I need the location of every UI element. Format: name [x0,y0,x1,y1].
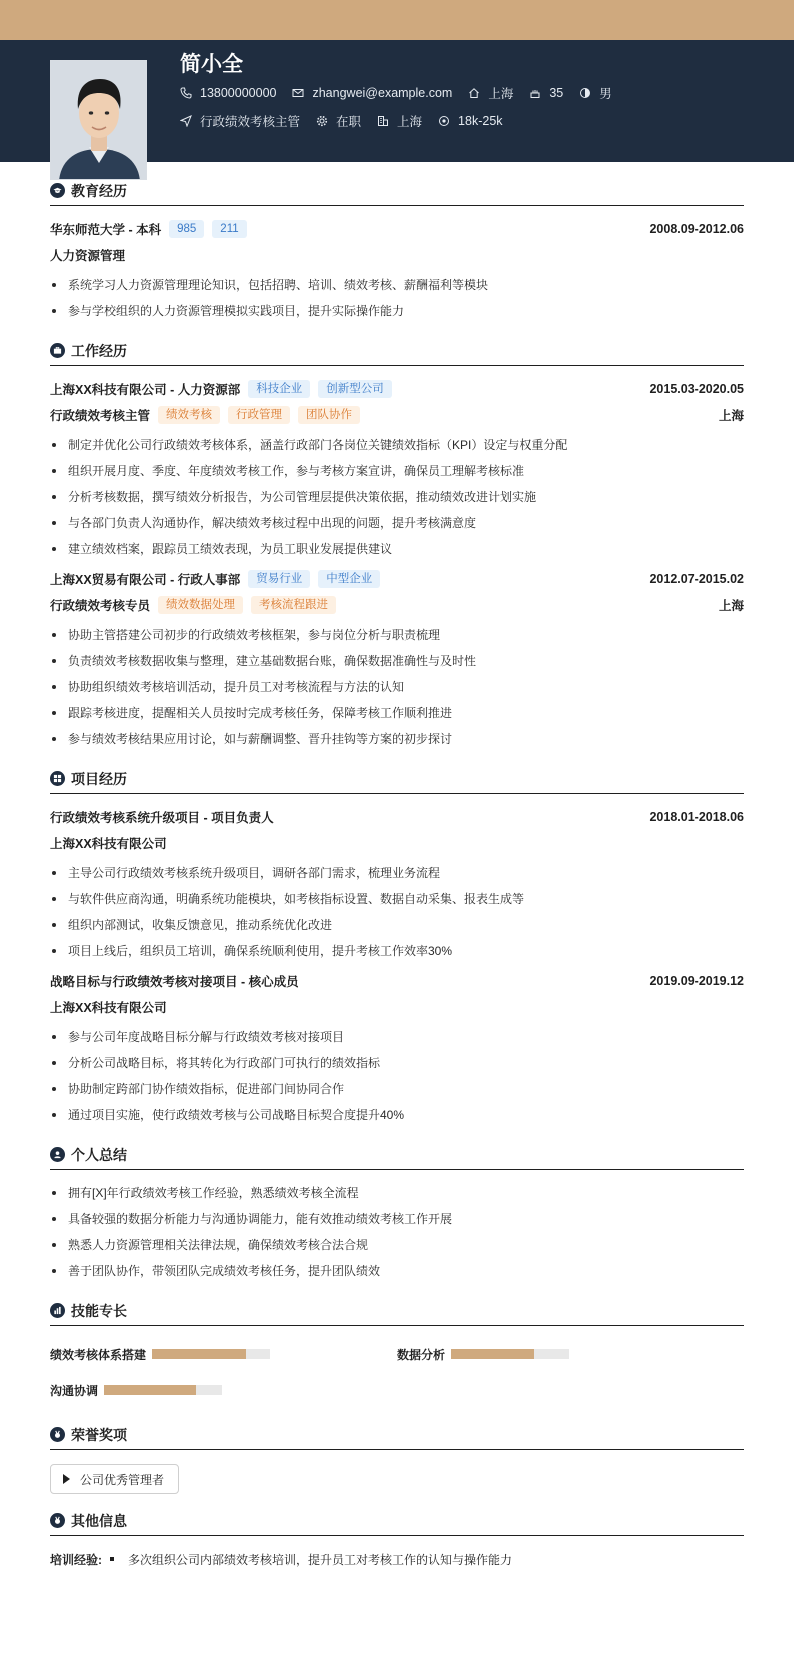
profile-header [0,40,794,162]
briefcase-icon [50,343,65,358]
email-text: zhangwei@example.com [312,86,453,100]
list-item: 具备较强的数据分析能力与沟通协调能力，能有效推动绩效考核工作开展 [50,1206,744,1232]
age-info [529,86,563,100]
bullet-square [110,1557,114,1561]
project-name: 行政绩效考核系统升级项目 - 项目负责人 [50,811,274,825]
position-name: 行政绩效考核主管 [50,409,151,423]
email-info [292,86,452,100]
section-title: 其他信息 [71,1512,127,1529]
graduation-cap-icon [50,183,65,198]
company-tag: 创新型公司 [318,380,392,398]
awards-section [50,1420,744,1494]
work-entry [50,566,744,752]
work-entry [50,376,744,562]
bullet-list [50,1180,744,1284]
list-item: 项目上线后，组织员工培训，确保系统顺利使用，提升考核工作效率30% [50,938,744,964]
section-title: 项目经历 [71,770,127,787]
gender-icon [579,87,591,99]
list-item: 负责绩效考核数据收集与整理，建立基础数据台账，确保数据准确性与及时性 [50,648,744,674]
education-section [50,176,744,324]
coin-icon [438,115,450,127]
skill-bar-fill [451,1349,534,1359]
work-section [50,336,744,752]
list-item: 组织开展月度、季度、年度绩效考核工作，参与考核方案宣讲，确保员工理解考核标准 [50,458,744,484]
play-triangle-icon [63,1474,70,1484]
summary-section [50,1140,744,1284]
salary-text: 18k-25k [458,114,503,128]
company-name: 上海XX科技有限公司 - 人力资源部 [50,383,241,397]
phone-info [180,86,276,100]
list-item: 参与学校组织的人力资源管理模拟实践项目，提升实际操作能力 [50,298,744,324]
user-icon [50,1147,65,1162]
top-accent-bar [0,0,794,40]
entry-subheader [50,994,744,1020]
list-item: 与各部门负责人沟通协作，解决绩效考核过程中出现的问题，提升考核满意度 [50,510,744,536]
section-title: 教育经历 [71,182,127,199]
target-city-info [377,112,422,130]
resume-content [50,176,744,1584]
mail-icon [292,87,304,99]
skill-bar [152,1349,270,1359]
info-icon [50,1513,65,1528]
gender-info [579,84,612,102]
medal-icon [50,1427,65,1442]
date-range: 2018.01-2018.06 [649,810,744,824]
project-org: 上海XX科技有限公司 [50,1001,167,1015]
skill-tag: 绩效考核 [158,406,220,424]
company-tag: 科技企业 [248,380,310,398]
entry-subheader [50,830,744,856]
home-icon [468,87,480,99]
company-tag: 中型企业 [318,570,380,588]
location-info [468,84,513,102]
building-icon [377,115,389,127]
list-item: 系统学习人力资源管理理论知识，包括招聘、培训、绩效考核、薪酬福利等模块 [50,272,744,298]
skill-bar-fill [152,1349,246,1359]
skill-tag: 团队协作 [298,406,360,424]
section-header [50,1420,744,1450]
school-name: 华东师范大学 - 本科 [50,223,162,237]
section-title: 荣誉奖项 [71,1426,127,1443]
candidate-name: 简小全 [180,53,243,76]
date-range: 2012.07-2015.02 [649,572,744,586]
project-entry [50,968,744,1128]
entry-subheader [50,402,744,428]
gender-text: 男 [599,87,612,101]
other-info-row [50,1546,744,1572]
skill-tag: 考核流程跟进 [251,596,336,614]
project-name: 战略目标与行政绩效考核对接项目 - 核心成员 [50,975,299,989]
job-intent-row [180,112,519,130]
project-org: 上海XX科技有限公司 [50,837,167,851]
date-range: 2008.09-2012.06 [649,222,744,236]
list-item: 分析公司战略目标，将其转化为行政部门可执行的绩效指标 [50,1050,744,1076]
skill-item [50,1372,397,1408]
list-item: 参与公司年度战略目标分解与行政绩效考核对接项目 [50,1024,744,1050]
phone-icon [180,87,192,99]
company-name: 上海XX贸易有限公司 - 行政人事部 [50,573,241,587]
other-label: 培训经验: [50,1552,102,1567]
list-item: 协助制定跨部门协作绩效指标，促进部门间协同合作 [50,1076,744,1102]
skill-bar-fill [104,1385,196,1395]
bullet-list [50,1024,744,1128]
skill-bar [104,1385,222,1395]
cake-icon [529,87,541,99]
skill-item [397,1336,744,1372]
list-item: 通过项目实施，使行政绩效考核与公司战略目标契合度提升40% [50,1102,744,1128]
section-header [50,1506,744,1536]
status-text: 在职 [336,115,362,129]
skill-name: 绩效考核体系搭建 [50,1347,147,1362]
skill-name: 沟通协调 [50,1383,99,1398]
list-item: 善于团队协作，带领团队完成绩效考核任务，提升团队绩效 [50,1258,744,1284]
target-job-info [180,112,300,130]
school-tag: 985 [169,220,204,238]
skill-bar [451,1349,569,1359]
grid-icon [50,771,65,786]
skills-section [50,1296,744,1408]
other-section [50,1506,744,1572]
phone-text: 13800000000 [200,86,277,100]
bullet-list [50,622,744,752]
section-header [50,176,744,206]
list-item: 制定并优化公司行政绩效考核体系，涵盖行政部门各岗位关键绩效指标（KPI）设定与权重分配 [50,432,744,458]
projects-section [50,764,744,1128]
target-job-text: 行政绩效考核主管 [200,115,301,129]
location-text: 上海 [488,87,514,101]
list-item: 协助组织绩效考核培训活动，提升员工对考核流程与方法的认知 [50,674,744,700]
age-text: 35 [549,86,564,100]
section-header [50,764,744,794]
section-title: 技能专长 [71,1302,127,1319]
list-item: 参与绩效考核结果应用讨论，如与薪酬调整、晋升挂钩等方案的初步探讨 [50,726,744,752]
target-city-text: 上海 [397,115,423,129]
list-item: 分析考核数据，撰写绩效分析报告，为公司管理层提供决策依据，推动绩效改进计划实施 [50,484,744,510]
other-value: 多次组织公司内部绩效考核培训，提升员工对考核工作的认知与操作能力 [128,1552,513,1567]
education-entry [50,216,744,324]
project-entry [50,804,744,964]
list-item: 拥有[X]年行政绩效考核工作经验，熟悉绩效考核全流程 [50,1180,744,1206]
school-tag: 211 [212,220,246,238]
section-title: 工作经历 [71,342,127,359]
section-title: 个人总结 [71,1146,127,1163]
entry-subheader [50,592,744,618]
bar-chart-icon [50,1303,65,1318]
bullet-list [50,272,744,324]
list-item: 建立绩效档案，跟踪员工绩效表现，为员工职业发展提供建议 [50,536,744,562]
work-city: 上海 [718,409,744,423]
date-range: 2015.03-2020.05 [649,382,744,396]
avatar [50,60,147,180]
entry-header [50,376,744,402]
contact-row [180,84,628,102]
entry-header [50,968,744,994]
salary-info [438,114,502,128]
status-info [316,112,361,130]
skill-item [50,1336,397,1372]
list-item: 与软件供应商沟通，明确系统功能模块，如考核指标设置、数据自动采集、报表生成等 [50,886,744,912]
section-header [50,1140,744,1170]
award-name: 公司优秀管理者 [80,1472,165,1487]
entry-subheader [50,242,744,268]
avatar-photo-icon [51,61,147,180]
list-item: 协助主管搭建公司初步的行政绩效考核框架，参与岗位分析与职责梳理 [50,622,744,648]
bullet-list [50,432,744,562]
list-item: 跟踪考核进度，提醒相关人员按时完成考核任务，保障考核工作顺利推进 [50,700,744,726]
entry-header [50,804,744,830]
position-name: 行政绩效考核专员 [50,599,151,613]
company-tag: 贸易行业 [248,570,310,588]
send-icon [180,115,192,127]
skill-tag: 绩效数据处理 [158,596,243,614]
date-range: 2019.09-2019.12 [649,974,744,988]
list-item: 熟悉人力资源管理相关法律法规，确保绩效考核合法合规 [50,1232,744,1258]
gear-icon [316,115,328,127]
skills-list [50,1336,744,1408]
award-item [50,1464,179,1494]
work-city: 上海 [718,599,744,613]
skill-tag: 行政管理 [228,406,290,424]
section-header [50,336,744,366]
list-item: 组织内部测试，收集反馈意见，推动系统优化改进 [50,912,744,938]
major-name: 人力资源管理 [50,249,126,263]
skill-name: 数据分析 [397,1347,446,1362]
bullet-list [50,860,744,964]
entry-header [50,216,744,242]
entry-header [50,566,744,592]
section-header [50,1296,744,1326]
list-item: 主导公司行政绩效考核系统升级项目，调研各部门需求，梳理业务流程 [50,860,744,886]
